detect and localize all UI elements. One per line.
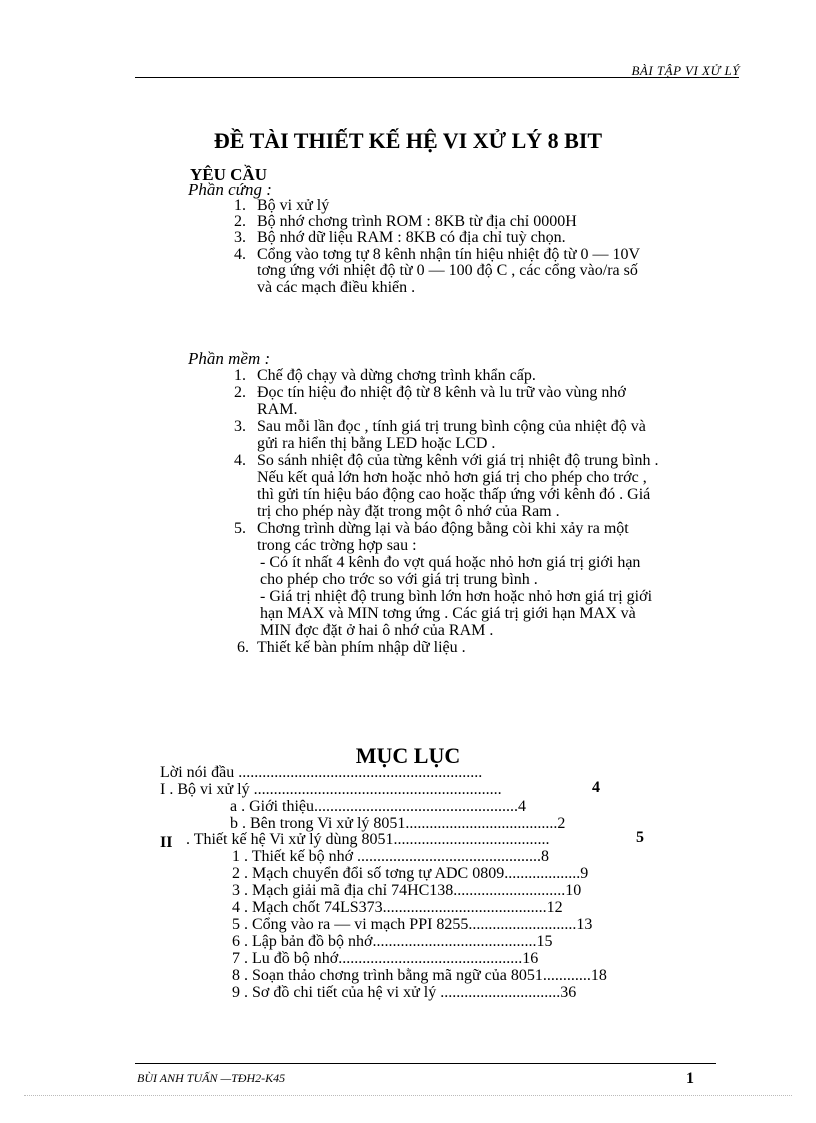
list-item-continuation xyxy=(234,606,754,623)
list-item xyxy=(234,230,754,247)
list-item xyxy=(234,521,754,538)
item-text: Bộ nhớ chơng trình ROM : 8KB từ địa chỉ 0000H xyxy=(257,213,577,230)
list-item-continuation xyxy=(234,263,754,280)
running-header: BÀI TẬP VI XỬ LÝ xyxy=(631,63,740,78)
item-text: và các mạch điều khiển . xyxy=(257,279,416,296)
list-item-continuation xyxy=(234,589,754,606)
item-text: gửi ra hiển thị bằng LED hoặc LCD . xyxy=(257,435,496,452)
toc-entry: 8 . Soạn thảo chơng trình bằng mã ngữ của 8051............18 xyxy=(232,967,607,984)
hardware-label: Phần cứng : xyxy=(188,180,272,199)
item-number: 4. xyxy=(234,452,246,469)
page-number: 1 xyxy=(686,1070,694,1087)
item-number: 4. xyxy=(234,246,246,263)
item-text: tơng ứng với nhiệt độ từ 0 — 100 độ C , các cổng vào/ra số xyxy=(257,262,638,279)
toc-entry: b . Bên trong Vi xử lý 8051......................................2 xyxy=(230,815,566,832)
list-item-continuation xyxy=(234,487,754,504)
item-number: 3. xyxy=(234,229,246,246)
item-text: Sau mỗi lần đọc , tính giá trị trung bình cộng của nhiệt độ và xyxy=(257,418,646,435)
toc-page-number: 4 xyxy=(592,779,600,796)
toc-entry: 2 . Mạch chuyển đổi số tơng tự ADC 0809...................9 xyxy=(232,865,589,882)
list-item xyxy=(234,368,754,385)
item-text: trong các trờng hợp sau : xyxy=(257,537,417,554)
item-text: Thiết kế bàn phím nhập dữ liệu . xyxy=(257,639,466,656)
list-item-continuation xyxy=(234,572,754,589)
toc-entry: 1 . Thiết kế bộ nhớ ..............................................8 xyxy=(232,848,550,865)
item-text: Đọc tín hiệu đo nhiệt độ từ 8 kênh và lu trữ vào vùng nhớ xyxy=(257,384,626,401)
item-text: - Giá trị nhiệt độ trung bình lớn hơn hoặc nhỏ hơn giá trị giới xyxy=(260,588,653,605)
footer-rule xyxy=(135,1063,716,1064)
item-number: 5. xyxy=(234,520,246,537)
list-item-continuation xyxy=(234,504,754,521)
toc-entry: I . Bộ vi xử lý .............................................................. xyxy=(160,781,502,798)
software-list xyxy=(234,368,754,657)
toc-title: MỤC LỤC xyxy=(355,743,461,768)
item-text: thì gửi tín hiệu báo động cao hoặc thấp ứng với kênh đó . Giá xyxy=(257,486,651,503)
list-item xyxy=(234,453,754,470)
list-item xyxy=(234,419,754,436)
item-text: So sánh nhiệt độ của từng kênh với giá trị nhiệt độ trung bình . xyxy=(257,452,659,469)
document-title: ĐỀ TÀI THIẾT KẾ HỆ VI XỬ LÝ 8 BIT xyxy=(213,128,603,153)
item-text: Chế độ chạy và dừng chơng trình khẩn cấp. xyxy=(257,367,536,384)
requirements-heading: YÊU CẦU xyxy=(190,165,267,184)
item-number: 1. xyxy=(234,367,246,384)
list-item-continuation xyxy=(234,402,754,419)
list-item-continuation xyxy=(234,538,754,555)
toc-entry: a . Giới thiệu...................................................4 xyxy=(230,798,526,815)
hardware-list xyxy=(234,198,754,296)
toc-entry: 6 . Lập bản đồ bộ nhớ.........................................15 xyxy=(232,933,553,950)
toc-entry: 5 . Cổng vào ra — vi mạch PPI 8255...........................13 xyxy=(232,916,593,933)
toc-entry: 3 . Mạch giải mã địa chỉ 74HC138............................10 xyxy=(232,882,582,899)
list-item-continuation xyxy=(234,623,754,640)
item-text: Bộ vi xử lý xyxy=(257,197,330,214)
item-text: - Có ít nhất 4 kênh đo vợt quá hoặc nhỏ hơn giá trị giới hạn xyxy=(260,554,641,571)
toc-entry: 7 . Lu đồ bộ nhớ..............................................16 xyxy=(232,950,539,967)
toc-page-number: 5 xyxy=(636,829,644,846)
list-item xyxy=(234,247,754,263)
item-text: MIN đợc đặt ở hai ô nhớ của RAM . xyxy=(260,622,494,639)
item-text: Chơng trình dừng lại và báo động bằng còi khi xảy ra một xyxy=(257,520,629,537)
list-item xyxy=(234,198,754,214)
item-text: cho phép cho trớc so với giá trị trung bình . xyxy=(260,571,538,588)
item-text: Cổng vào tơng tự 8 kênh nhận tín hiệu nhiệt độ từ 0 — 10V xyxy=(257,246,641,263)
item-text: RAM. xyxy=(257,401,298,418)
item-text: Nếu kết quả lớn hơn hoặc nhỏ hơn giá trị cho phép cho trớc , xyxy=(257,469,647,486)
list-item-continuation xyxy=(234,470,754,487)
item-number: 2. xyxy=(234,213,246,230)
toc-entry: . Thiết kế hệ Vi xử lý dùng 8051....................................... xyxy=(186,831,550,848)
list-item-continuation xyxy=(234,436,754,453)
item-text: Bộ nhớ dữ liệu RAM : 8KB có địa chỉ tuỳ chọn. xyxy=(257,229,566,246)
item-number: 1. xyxy=(234,197,246,214)
list-item xyxy=(234,214,754,230)
item-text: trị cho phép này đặt trong một ô nhớ của Ram . xyxy=(257,503,560,520)
page-bottom-border xyxy=(24,1095,792,1096)
list-item-continuation xyxy=(234,280,754,296)
toc-entry: Lời nói đầu ............................................................. xyxy=(160,764,483,781)
item-text: hạn MAX và MIN tơng ứng . Các giá trị giới hạn MAX và xyxy=(260,605,636,622)
software-label: Phần mềm : xyxy=(188,349,271,368)
toc-roman: II xyxy=(160,834,173,851)
toc-entry: 9 . Sơ đồ chi tiết của hệ vi xử lý ..............................36 xyxy=(232,984,577,1001)
list-item xyxy=(234,385,754,402)
item-number: 2. xyxy=(234,384,246,401)
list-item xyxy=(234,640,754,657)
footer-author: BÙI ANH TUẤN —TĐH2-K45 xyxy=(137,1071,286,1085)
item-number: 6. xyxy=(237,639,249,656)
toc-entry: 4 . Mạch chốt 74LS373.........................................12 xyxy=(232,899,563,916)
item-number: 3. xyxy=(234,418,246,435)
header-rule xyxy=(135,77,739,78)
list-item-continuation xyxy=(234,555,754,572)
